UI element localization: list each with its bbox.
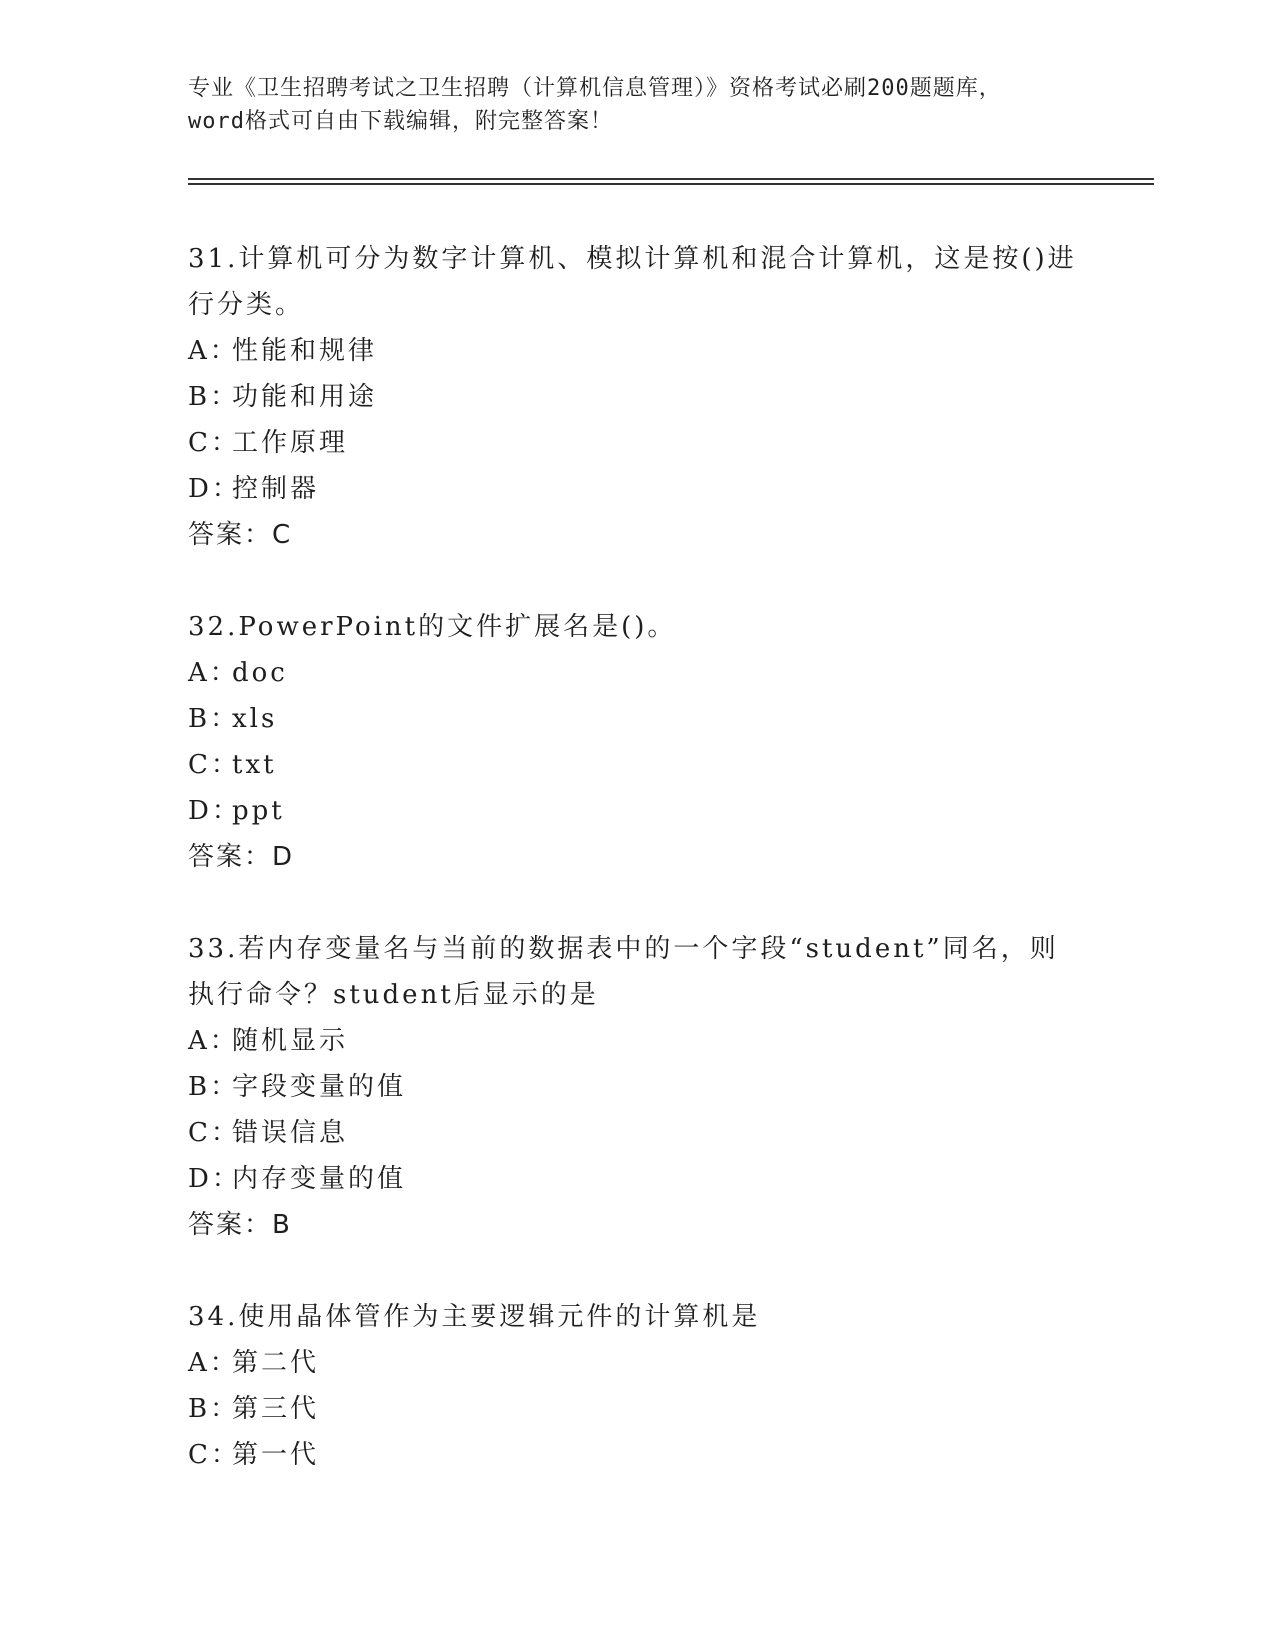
option-text: 内存变量的值	[232, 1164, 407, 1194]
option-key: A：	[188, 1348, 239, 1378]
option-key: D：	[188, 796, 241, 826]
question-32	[188, 604, 1088, 880]
option-c	[188, 742, 1088, 788]
option-key: C：	[188, 428, 240, 458]
option-text: 错误信息	[232, 1118, 349, 1148]
option-a	[188, 1340, 1088, 1386]
option-key: A：	[188, 658, 239, 688]
option-key: D：	[188, 1164, 241, 1194]
option-b	[188, 374, 1088, 420]
question-31	[188, 236, 1088, 558]
question-stem-line-2: 行分类。	[188, 290, 305, 320]
option-a	[188, 328, 1088, 374]
option-text: 第二代	[232, 1348, 320, 1378]
option-c	[188, 1432, 1088, 1478]
option-text: 第一代	[232, 1440, 320, 1470]
question-stem-line-1: 32.PowerPoint的文件扩展名是()。	[188, 612, 677, 642]
option-text: xls	[232, 704, 278, 734]
option-b	[188, 696, 1088, 742]
option-key: A：	[188, 1026, 239, 1056]
question-stem-line-1: 33.若内存变量名与当前的数据表中的一个字段“student”同名，则	[188, 934, 1059, 964]
question-33	[188, 926, 1088, 1248]
option-key: B：	[188, 704, 240, 734]
option-text: 字段变量的值	[232, 1072, 407, 1102]
option-key: B：	[188, 1394, 240, 1424]
option-c	[188, 420, 1088, 466]
option-key: D：	[188, 474, 241, 504]
answer-line: 答案：B	[188, 1210, 292, 1240]
option-text: 随机显示	[232, 1026, 349, 1056]
option-key: B：	[188, 382, 240, 412]
question-stem	[188, 236, 1088, 328]
option-text: txt	[232, 750, 277, 780]
answer-line: 答案：D	[188, 842, 295, 872]
question-stem	[188, 1294, 1088, 1340]
option-b	[188, 1386, 1088, 1432]
option-key: A：	[188, 336, 239, 366]
option-d	[188, 788, 1088, 834]
option-text: 工作原理	[232, 428, 349, 458]
document-header	[188, 72, 1088, 138]
option-key: C：	[188, 1440, 240, 1470]
option-text: 第三代	[232, 1394, 320, 1424]
header-line-2: word格式可自由下载编辑，附完整答案！	[188, 109, 613, 134]
option-text: ppt	[232, 796, 285, 826]
option-key: C：	[188, 750, 240, 780]
option-text: 控制器	[232, 474, 320, 504]
answer-line: 答案：C	[188, 520, 293, 550]
option-a	[188, 650, 1088, 696]
option-d	[188, 1156, 1088, 1202]
option-key: B：	[188, 1072, 240, 1102]
option-a	[188, 1018, 1088, 1064]
option-b	[188, 1064, 1088, 1110]
question-34	[188, 1294, 1088, 1478]
question-list	[188, 236, 1088, 1524]
question-stem-line-2: 执行命令？student后显示的是	[188, 980, 599, 1010]
option-c	[188, 1110, 1088, 1156]
option-text: 功能和用途	[232, 382, 378, 412]
header-divider-top	[188, 178, 1154, 180]
header-divider-bottom	[188, 183, 1154, 185]
question-stem	[188, 604, 1088, 650]
question-stem-line-1: 34.使用晶体管作为主要逻辑元件的计算机是	[188, 1302, 761, 1332]
question-stem-line-1: 31.计算机可分为数字计算机、模拟计算机和混合计算机，这是按()进	[188, 244, 1077, 274]
option-text: 性能和规律	[232, 336, 378, 366]
option-text: doc	[232, 658, 288, 688]
option-d	[188, 466, 1088, 512]
question-stem	[188, 926, 1088, 1018]
option-key: C：	[188, 1118, 240, 1148]
header-line-1: 专业《卫生招聘考试之卫生招聘（计算机信息管理）》资格考试必刷200题题库，	[188, 76, 1002, 101]
